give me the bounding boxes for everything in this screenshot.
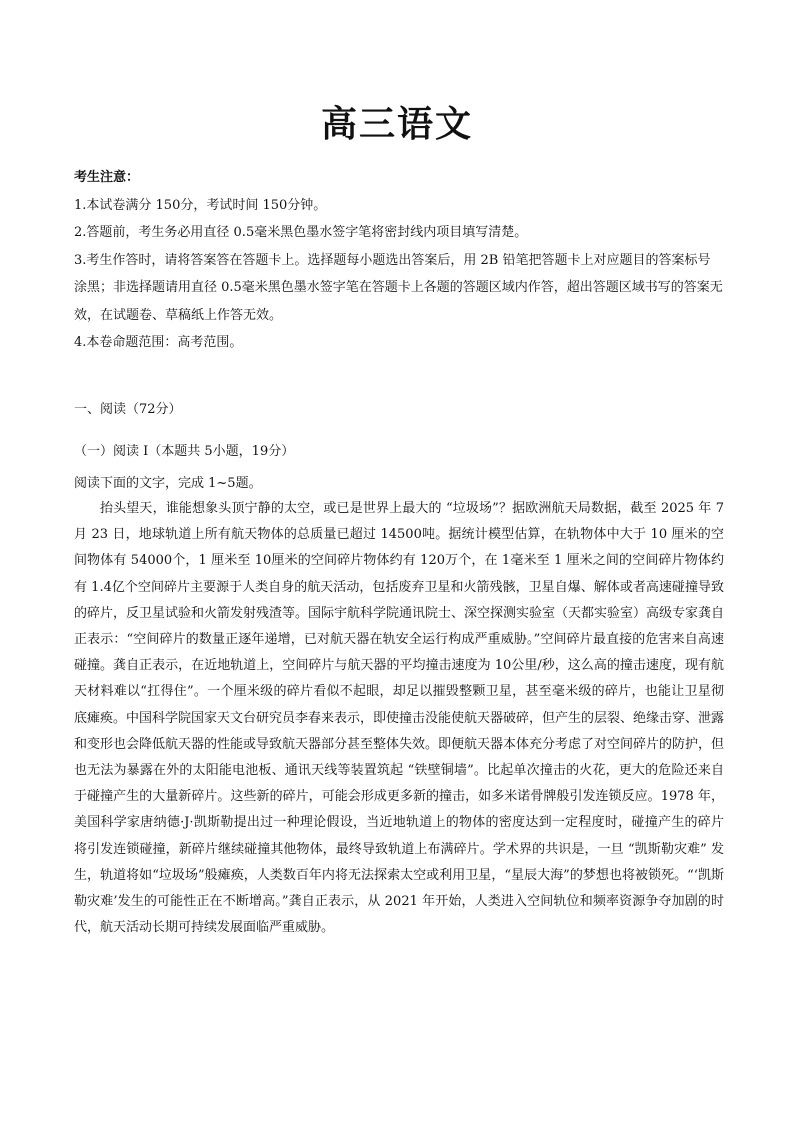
subsection-heading: （一）阅读 I（本题共 5小题，19分） [74,444,295,459]
passage-paragraph: 抬头望天，谁能想象头顶宁静的太空，或已是世界上最大的 “垃圾场”？据欧洲航天局数据，截至 2025 年 7 月 23 日，地球轨道上所有航天物体的总质量已超过 14500吨。据统计模型估算，在轨物体中大于 10 厘米的空间物体有 54000个，1 厘米至 10厘米的空间碎片物体约有 120万个，在 1毫米至 1 厘米之间的空间碎片物体约有 1.4亿个空间碎片主要源于人类自身的航天活动，包括废弃卫星和火箭残骸，卫星自爆、解体或者高速碰撞导致的碎片，反卫星试验和火箭发射残渣等。国际宇航科学院通讯院士、深空探测实验室（天都实验室）高级专家龚自正表示：“空间碎片的数量正逐年递增，已对航天器在轨安全运行构成严重威胁。”空间碎片最直接的危害来自高速碰撞。龚自正表示，在近地轨道上，空间碎片与航天器的平均撞击速度为 10公里/秒，这么高的撞击速度，现有航天材料难以“扛得住”。一个厘米级的碎片看似不起眼，却足以摧毁整颗卫星，甚至毫米级的碎片，也能让卫星彻底瘫痪。中国科学院国家天文台研究员李春来表示，即使撞击没能使航天器破碎，但产生的层裂、绝缘击穿、泄露和变形也会降低航天器的性能或导致航天器部分甚至整体失效。即便航天器本体充分考虑了对空间碎片的防护，但也无法为暴露在外的太阳能电池板、通讯天线等装置筑起 “铁壁铜墙”。比起单次撞击的火花，更大的危险还来自于碰撞产生的大量新碎片。这些新的碎片，可能会形成更多新的撞击，如多米诺骨牌般引发连锁反应。1978 年，美国科学家唐纳德·J·凯斯勒提出过一种理论假设，当近地轨道上的物体的密度达到一定程度时，碰撞产生的碎片将引发连锁碰撞，新碎片继续碰撞其他物体，最终导致轨道上布满碎片。学术界的共识是，一旦 “凯斯勒灾难” 发生，轨道将如“垃圾场”般瘫痪，人类数百年内将无法探索太空或利用卫星，“星辰大海”的梦想也将被锁死。“‘凯斯勒灾难’发生的可能性正在不断增高。”龚自正表示，从 2021 年开始，人类进入空间轨位和频率资源争夺加剧的时代，航天活动长期可持续发展面临严重威胁。 [74,501,725,936]
page-title: 高三语文 [320,103,473,145]
note-3-continued: 涂黑；非选择题请用直径 0.5毫米黑色墨水签字笔在答题卡上各题的答题区域内作答，超出答题区域书写的答案无效，在试题卷、草稿纸上作答无效。 [74,280,723,323]
note-1: 1.本试卷满分 150分，考试时间 150分钟。 [74,197,327,213]
note-2: 2.答题前，考生务必用直径 0.5毫米黑色墨水签字笔将密封线内项目填写清楚。 [74,225,528,240]
exam-notes [74,164,726,357]
reading-passage [74,496,724,941]
note-4: 4.本卷命题范围：高考范围。 [74,335,243,350]
notes-heading: 考生注意： [74,170,140,185]
reading-instruction: 阅读下面的文字，完成 1~5题。 [74,476,262,491]
note-3: 3.考生作答时，请将答案答在答题卡上。选择题每小题选出答案后，用 2B 铅笔把答题卡上对应题目的答案标号 [74,252,711,268]
section-heading: 一、阅读（72分） [74,402,182,417]
